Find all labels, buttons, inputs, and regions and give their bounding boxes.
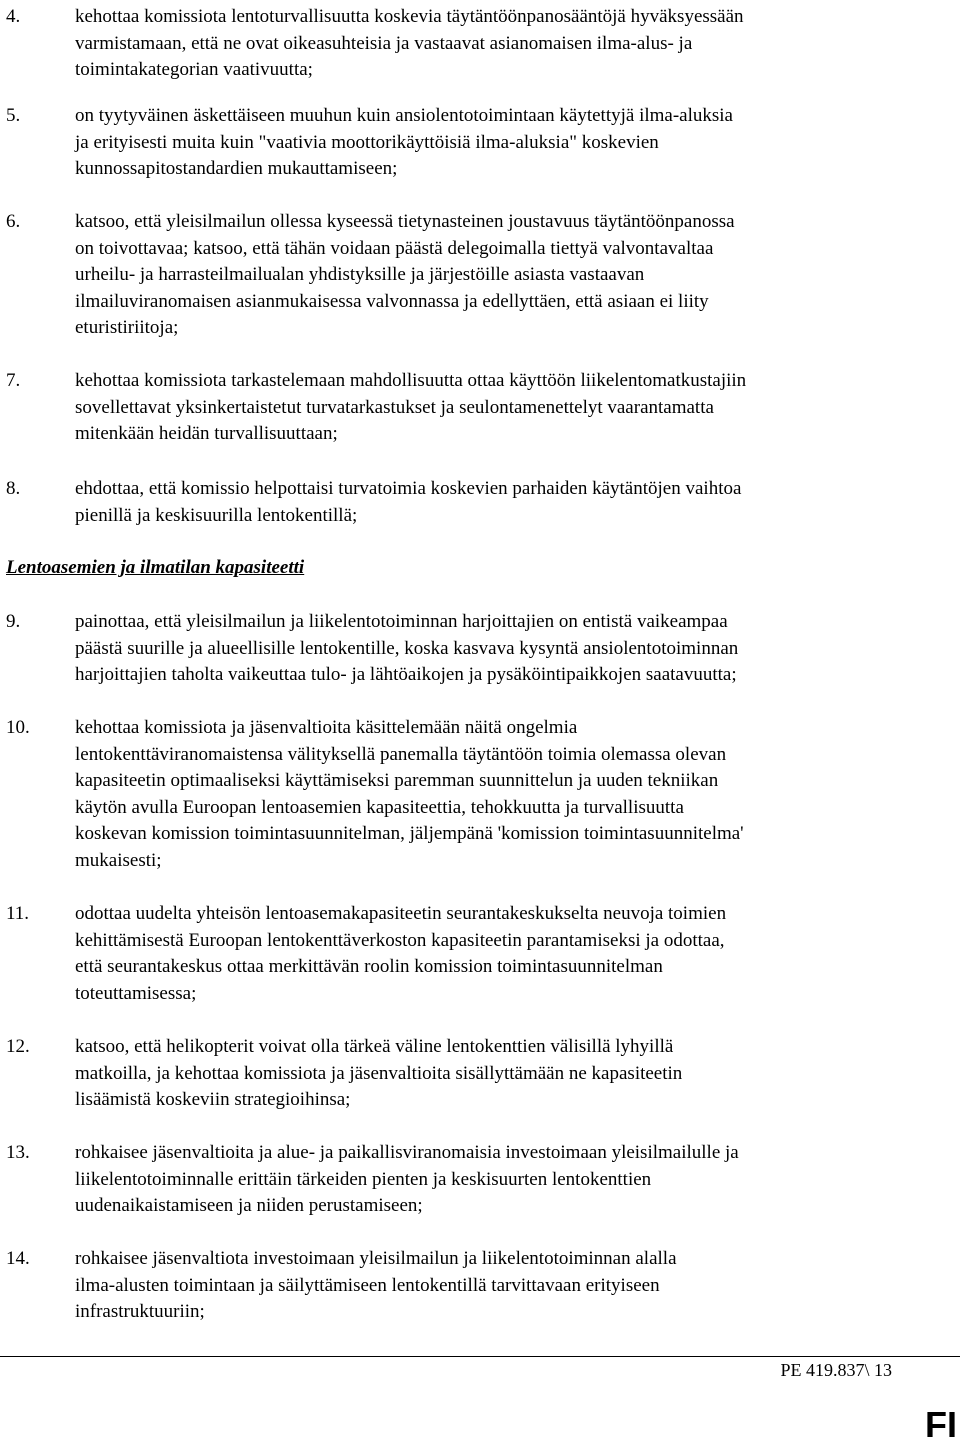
item-text-line: kehottaa komissiota tarkastelemaan mahdollisuutta ottaa käyttöön liikelentomatkustajiin [75, 370, 747, 391]
item-text-line: liikelentotoiminnalle erittäin tärkeiden pienten ja keskisuurten lentokenttien [75, 1168, 652, 1190]
item-text-line: kehottaa komissiota lentoturvallisuutta koskevia täytäntöönpanosääntöjä hyväksyessään [75, 6, 744, 27]
item-text-line: lentokenttäviranomaistensa välityksellä panemalla täytäntöön toimia olemassa olevan [75, 743, 727, 765]
item-text-line: infrastruktuuriin; [75, 1301, 205, 1323]
item-text-line: kunnossapitostandardien mukauttamiseen; [75, 158, 398, 180]
item-text-line: kehittämisestä Euroopan lentokenttäverkoston kapasiteetin parantamiseksi ja odottaa, [75, 929, 725, 951]
item-text-line: lisäämistä koskeviin strategioihinsa; [75, 1089, 351, 1111]
item-text-line: urheilu- ja harrasteilmailualan yhdistyksille ja järjestöille asiasta vastaavan [75, 264, 645, 286]
item-text [75, 609, 895, 689]
item-text-line: on tyytyväinen äskettäiseen muuhun kuin ansiolentotoimintaan käytettyjä ilma-aluksia [75, 105, 733, 126]
item-number: 9. [6, 611, 21, 632]
language-code: FI [925, 1404, 957, 1445]
item-text-line: ja erityisesti muita kuin "vaativia moottorikäyttöisiä ilma-aluksia" koskevien [75, 131, 659, 153]
item-text-line: koskevan komission toimintasuunnitelman, jäljempänä 'komission toimintasuunnitelma' [75, 823, 744, 845]
item-text [75, 901, 895, 1007]
item-text-line: on toivottavaa; katsoo, että tähän voidaan päästä delegoimalla tiettyä valvontavaltaa [75, 237, 714, 259]
item-text-line: painottaa, että yleisilmailun ja liikelentotoiminnan harjoittajien on entistä vaikeampaa [75, 611, 728, 632]
item-text [75, 209, 895, 342]
item-text-line: pienillä ja keskisuurilla lentokentillä; [75, 504, 358, 526]
item-text-line: ilma-alusten toimintaan ja säilyttämiseen lentokentillä tarvittavaan erityiseen [75, 1274, 660, 1296]
item-text-line: että seurantakeskus ottaa merkittävän roolin komission toimintasuunnitelman [75, 956, 663, 978]
item-text [75, 476, 895, 529]
item-text [75, 1140, 895, 1220]
item-number: 11. [6, 903, 30, 924]
item-text-line: odottaa uudelta yhteisön lentoasemakapasiteetin seurantakeskukselta neuvoja toimien [75, 903, 727, 924]
item-text-line: päästä suurille ja alueellisille lentokentille, koska kasvava kysyntä ansiolentotoiminnan [75, 637, 739, 659]
section-heading: Lentoasemien ja ilmatilan kapasiteetti [6, 557, 305, 578]
item-text [75, 715, 895, 875]
item-text-line: uudenaikaistamiseen ja niiden perustamiseen; [75, 1195, 423, 1217]
item-text-line: mitenkään heidän turvallisuuttaan; [75, 423, 338, 445]
item-number: 8. [6, 478, 21, 499]
item-number: 6. [6, 211, 21, 232]
item-text-line: varmistamaan, että ne ovat oikeasuhteisia ja vastaavat asianomaisen ilma-alus- ja [75, 32, 693, 54]
item-text-line: rohkaisee jäsenvaltiota investoimaan yleisilmailun ja liikelentotoiminnan alalla [75, 1248, 677, 1269]
item-number: 4. [6, 6, 21, 27]
item-text [75, 368, 895, 448]
document-reference: PE 419.837\ 13 [780, 1360, 892, 1380]
item-text-line: toimintakategorian vaativuutta; [75, 59, 313, 81]
item-number: 13. [6, 1142, 30, 1163]
item-text-line: kehottaa komissiota ja jäsenvaltioita käsittelemään näitä ongelmia [75, 717, 578, 738]
item-text-line: harjoittajien taholta vaikeuttaa tulo- ja lähtöaikojen ja pysäköintipaikkojen saatavuutta; [75, 664, 737, 686]
item-text [75, 1034, 895, 1114]
item-text-line: kapasiteetin optimaaliseksi käyttämiseksi paremman suunnittelun ja uuden tekniikan [75, 770, 719, 792]
item-text-line: ehdottaa, että komissio helpottaisi turvatoimia koskevien parhaiden käytäntöjen vaihtoa [75, 478, 742, 499]
item-number: 5. [6, 105, 21, 126]
item-text-line: eturistiriitoja; [75, 317, 179, 339]
item-text-line: matkoilla, ja kehottaa komissiota ja jäsenvaltioita sisällyttämään ne kapasiteetin [75, 1062, 683, 1084]
item-text-line: katsoo, että yleisilmailun ollessa kyseessä tietynasteinen joustavuus täytäntöönpanossa [75, 211, 735, 232]
item-text-line: mukaisesti; [75, 849, 162, 871]
item-number: 7. [6, 370, 21, 391]
item-text [75, 4, 895, 84]
item-text-line: rohkaisee jäsenvaltioita ja alue- ja paikallisviranomaisia investoimaan yleisilmailulle ja [75, 1142, 739, 1163]
item-number: 14. [6, 1248, 30, 1269]
item-text [75, 103, 895, 183]
item-number: 12. [6, 1036, 30, 1057]
item-text-line: ilmailuviranomaisen asianmukaisessa valvonnassa ja edellyttäen, että asiaan ei liity [75, 290, 709, 312]
item-text [75, 1246, 895, 1326]
item-text-line: sovellettavat yksinkertaistetut turvatarkastukset ja seulontamenettelyt vaarantamatta [75, 396, 714, 418]
item-text-line: käytön avulla Euroopan lentoasemien kapasiteettia, tehokkuutta ja turvallisuutta [75, 796, 684, 818]
item-text-line: toteuttamisessa; [75, 982, 197, 1004]
item-text-line: katsoo, että helikopterit voivat olla tärkeä väline lentokenttien välisillä lyhyillä [75, 1036, 674, 1057]
item-number: 10. [6, 717, 30, 738]
